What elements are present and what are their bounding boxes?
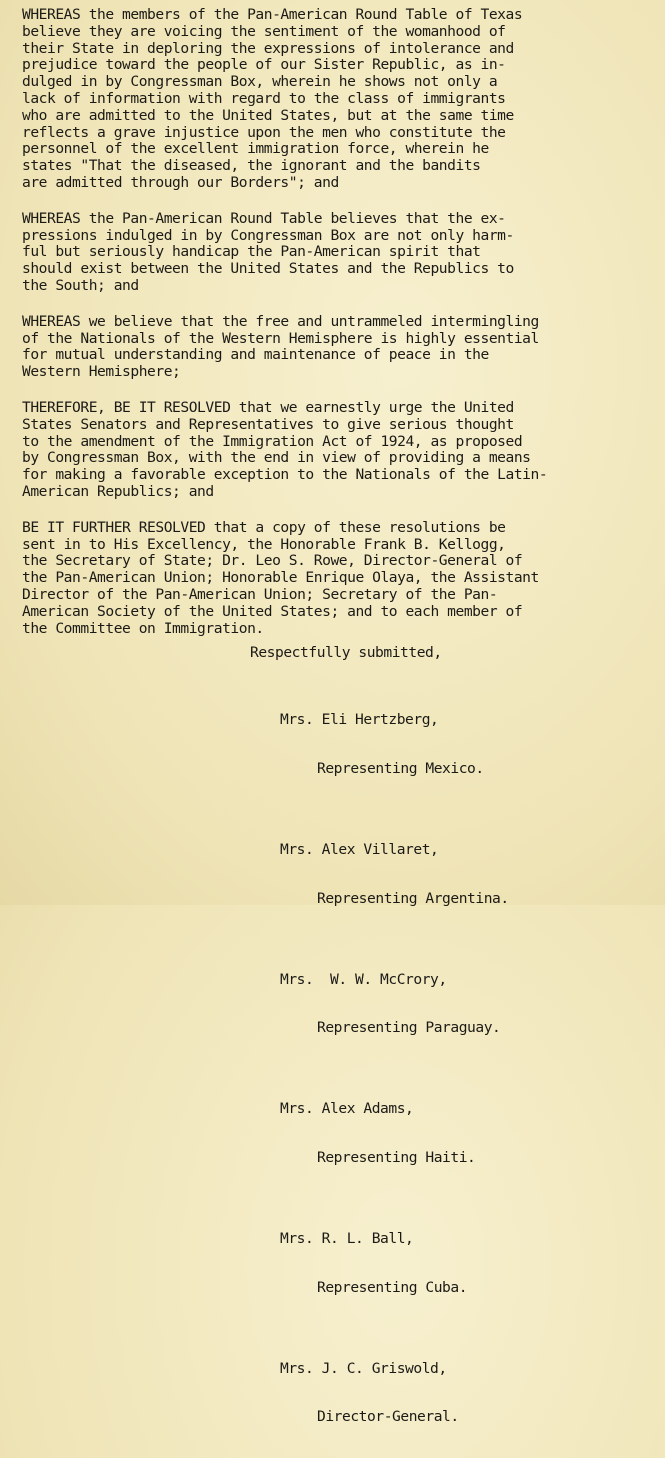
closing-line: Respectfully submitted,	[250, 644, 442, 661]
signer-entry	[280, 680, 509, 810]
signer-role: Representing Cuba.	[317, 1278, 468, 1296]
signer-role: Representing Argentina.	[317, 889, 509, 907]
signer-entry	[280, 1069, 509, 1199]
signer-list	[280, 680, 509, 1458]
signer-name: Mrs. J. C. Griswold,	[280, 1359, 447, 1377]
signer-entry	[280, 810, 509, 940]
signer-entry	[280, 939, 509, 1069]
signer-role: Representing Haiti.	[317, 1148, 476, 1166]
signer-entry	[280, 1199, 509, 1329]
signer-role: Representing Mexico.	[317, 760, 484, 778]
signer-name: Mrs. Eli Hertzberg,	[280, 711, 439, 729]
signer-role: Representing Paraguay.	[317, 1019, 501, 1037]
paragraph-further-resolved: BE IT FURTHER RESOLVED that a copy of these resolutions be sent in to His Excellency, the Honorable Frank B. Kellogg, the Secretary of State; Dr. Leo S. Rowe, Director-General of the Pan-American Union; Honorable Enrique Olaya, the Assistant Director of the Pan-American Union; Secretary of the Pan- American Society of the United States; and to each member of the Committee on Immigration.	[22, 518, 539, 637]
paragraph-whereas-2: WHEREAS the Pan-American Round Table believes that the ex- pressions indulged in by Congressman Box are not only harm- ful but seriously handicap the Pan-American spirit that should exist between the United States and the Republics to the South; and	[22, 209, 514, 294]
signer-role: Director-General.	[317, 1408, 459, 1426]
typed-document	[22, 7, 647, 656]
signer-entry	[280, 1328, 509, 1458]
paragraph-whereas-3: WHEREAS we believe that the free and untrammeled intermingling of the Nationals of the Western Hemisphere is highly essential for mutual understanding and maintenance of peace in the Western Hemisphere;	[22, 312, 539, 381]
signer-name: Mrs. R. L. Ball,	[280, 1229, 414, 1247]
paragraph-whereas-1: WHEREAS the members of the Pan-American Round Table of Texas believe they are voicing the sentiment of the womanhood of their State in deploring the expressions of intolerance and prejudice toward the people of our Sister Republic, as in- dulged in by Congressman Box, wherein he shows not only a lack of information with regard to the class of immigrants who are admitted to the United States, but at the same time reflects a grave injustice upon the men who constitute the personnel of the excellent immigration force, wherein he states "That the diseased, the ignorant and the bandits are admitted through our Borders"; and	[22, 6, 523, 191]
paragraph-resolved: THEREFORE, BE IT RESOLVED that we earnestly urge the United States Senators and Representatives to give serious thought to the amendment of the Immigration Act of 1924, as proposed by Congressman Box, with the end in view of providing a means for making a favorable exception to the Nationals of the Latin- American Republics; and	[22, 398, 548, 500]
signer-name: Mrs. W. W. McCrory,	[280, 970, 447, 988]
signer-name: Mrs. Alex Villaret,	[280, 841, 439, 859]
signer-name: Mrs. Alex Adams,	[280, 1100, 414, 1118]
